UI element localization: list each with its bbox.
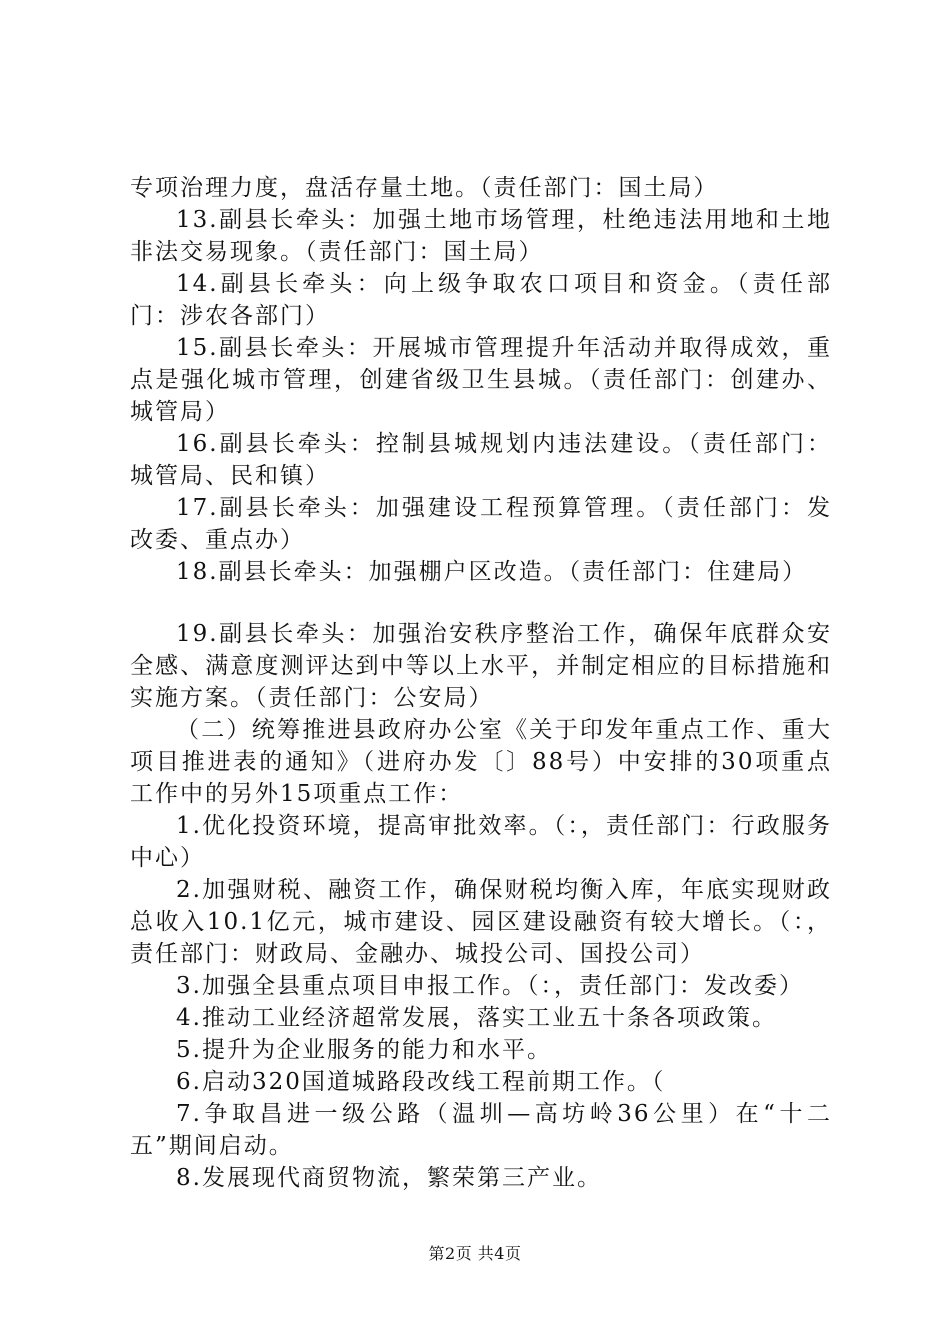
paragraph-continuation: 专项治理力度，盘活存量土地。（责任部门：国土局） (130, 175, 719, 201)
paragraph-sub-item-3: 3.加强全县重点项目申报工作。（：，责任部门：发改委） (176, 973, 804, 999)
paragraph-sub-item-7: 7.争取昌进一级公路（温圳—高坊岭36公里）在“十二五”期间启动。 (130, 1101, 832, 1159)
paragraph-sub-item-1: 1.优化投资环境，提高审批效率。（：，责任部门：行政服务中心） (130, 813, 832, 871)
paragraph-sub-item-2: 2.加强财税、融资工作，确保财税均衡入库，年底实现财政总收入10.1亿元，城市建设、园区建设融资有较大增长。（：，责任部门：财政局、金融办、城投公司、国投公司） (130, 877, 832, 967)
paragraph-sub-item-6: 6.启动320国道城路段改线工程前期工作。（ (176, 1069, 666, 1095)
paragraph-item-14: 14.副县长牵头：向上级争取农口项目和资金。（责任部门：涉农各部门） (130, 271, 832, 329)
paragraph-item-17: 17.副县长牵头：加强建设工程预算管理。（责任部门：发改委、重点办） (130, 495, 832, 553)
paragraph-item-16: 16.副县长牵头：控制县城规划内违法建设。（责任部门：城管局、民和镇） (130, 431, 832, 489)
document-body (130, 172, 832, 1194)
paragraph-sub-item-4: 4.推动工业经济超常发展，落实工业五十条各项政策。 (176, 1005, 777, 1031)
paragraph-section-two: （二）统筹推进县政府办公室《关于印发年重点工作、重大项目推进表的通知》（进府办发〔〕88号）中安排的30项重点工作中的另外15项重点工作： (130, 717, 832, 807)
paragraph-item-19: 19.副县长牵头：加强治安秩序整治工作，确保年底群众安全感、满意度测评达到中等以上水平，并制定相应的目标措施和实施方案。（责任部门：公安局） (130, 621, 832, 711)
page-number-footer: 第2页 共4页 (428, 1244, 522, 1263)
paragraph-item-18: 18.副县长牵头：加强棚户区改造。（责任部门：住建局） (176, 559, 808, 585)
paragraph-sub-item-5: 5.提升为企业服务的能力和水平。 (176, 1037, 552, 1063)
paragraph-item-13: 13.副县长牵头：加强土地市场管理，杜绝违法用地和土地非法交易现象。（责任部门：国土局） (130, 207, 832, 265)
paragraph-item-15: 15.副县长牵头：开展城市管理提升年活动并取得成效，重点是强化城市管理，创建省级卫生县城。（责任部门：创建办、城管局） (130, 335, 832, 425)
paragraph-sub-item-8: 8.发展现代商贸物流，繁荣第三产业。 (176, 1165, 602, 1191)
